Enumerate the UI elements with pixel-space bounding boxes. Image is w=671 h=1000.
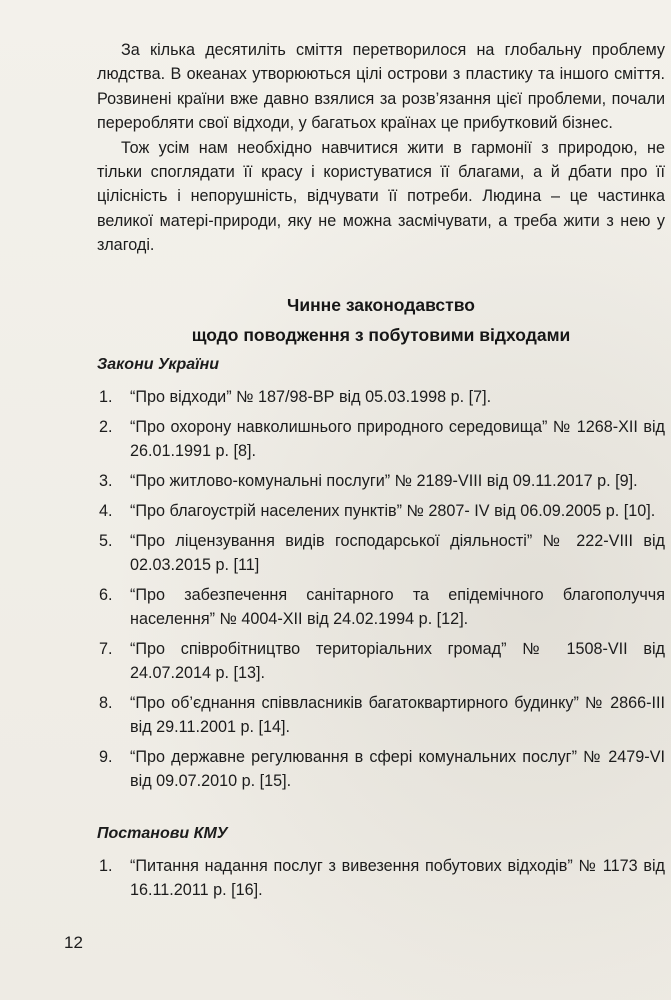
list-item <box>97 745 665 793</box>
item-text: “Про відходи” № 187/98-ВР від 05.03.1998 р. [7]. <box>130 388 492 406</box>
section-heading <box>97 290 665 350</box>
item-number: 6. <box>99 586 113 604</box>
list-item <box>97 469 665 493</box>
heading-line: щодо поводження з побутовими відходами <box>191 325 571 345</box>
list-item <box>97 415 665 463</box>
item-number: 8. <box>99 694 113 712</box>
item-text: “Про охорону навколишнього природного середовища” № 1268-XII від 26.01.1991 р. [8]. <box>130 418 665 460</box>
item-number: 4. <box>99 502 113 520</box>
item-number: 1. <box>99 857 113 875</box>
item-number: 3. <box>99 472 113 490</box>
item-text: “Про житлово-комунальні послуги” № 2189-VIII від 09.11.2017 р. [9]. <box>130 472 638 490</box>
item-text: “Про співробітництво територіальних громад” № 1508-VII від 24.07.2014 р. [13]. <box>130 640 665 682</box>
list-item <box>97 637 665 685</box>
item-text: “Про забезпечення санітарного та епідемічного благополуччя населення” № 4004-XII від 24.02.1994 р. [12]. <box>130 586 665 628</box>
item-number: 5. <box>99 532 113 550</box>
item-number: 2. <box>99 418 113 436</box>
decrees-list <box>97 854 665 908</box>
item-number: 7. <box>99 640 113 658</box>
laws-list <box>97 385 665 799</box>
intro-paragraph: Тож усім нам необхідно навчитися жити в гармонії з природою, не тільки споглядати її красу і користуватися її благами, а й дбати про її цілісність і непорушність, відчувати її потреби. Людина – це частинка великої матері-природи, яку не можна засмічувати, а треба жити з нею у злагоді. <box>97 138 665 255</box>
intro-text <box>97 38 665 258</box>
list-item <box>97 499 665 523</box>
page-number: 12 <box>64 933 83 952</box>
laws-title: Закони України <box>97 356 220 373</box>
heading-line: Чинне законодавство <box>287 295 475 315</box>
intro-paragraph: За кілька десятиліть сміття перетворилося на глобальну проблему людства. В океанах утворюються цілі острови з пластику та іншого сміття. Розвинені країни вже давно взялися за розв’язання цієї проблеми, почали переробляти свої відходи, у багатьох країнах це прибутковий бізнес. <box>97 41 665 133</box>
item-text: “Про ліцензування видів господарської діяльності” № 222-VIII від 02.03.2015 р. [11] <box>130 532 665 574</box>
item-text: “Про об’єднання співвласників багатоквартирного будинку” № 2866-III від 29.11.2001 р. [14]. <box>130 694 665 736</box>
list-item <box>97 854 665 902</box>
decrees-title: Постанови КМУ <box>97 825 228 842</box>
item-text: “Про благоустрій населених пунктів” № 2807- IV від 06.09.2005 р. [10]. <box>130 502 656 520</box>
item-text: “Питання надання послуг з вивезення побутових відходів” № 1173 від 16.11.2011 р. [16]. <box>130 857 665 899</box>
list-item <box>97 385 665 409</box>
item-number: 9. <box>99 748 113 766</box>
item-text: “Про державне регулювання в сфері комунальних послуг” № 2479-VI від 09.07.2010 р. [15]. <box>130 748 665 790</box>
list-item <box>97 583 665 631</box>
list-item <box>97 691 665 739</box>
item-number: 1. <box>99 388 113 406</box>
list-item <box>97 529 665 577</box>
